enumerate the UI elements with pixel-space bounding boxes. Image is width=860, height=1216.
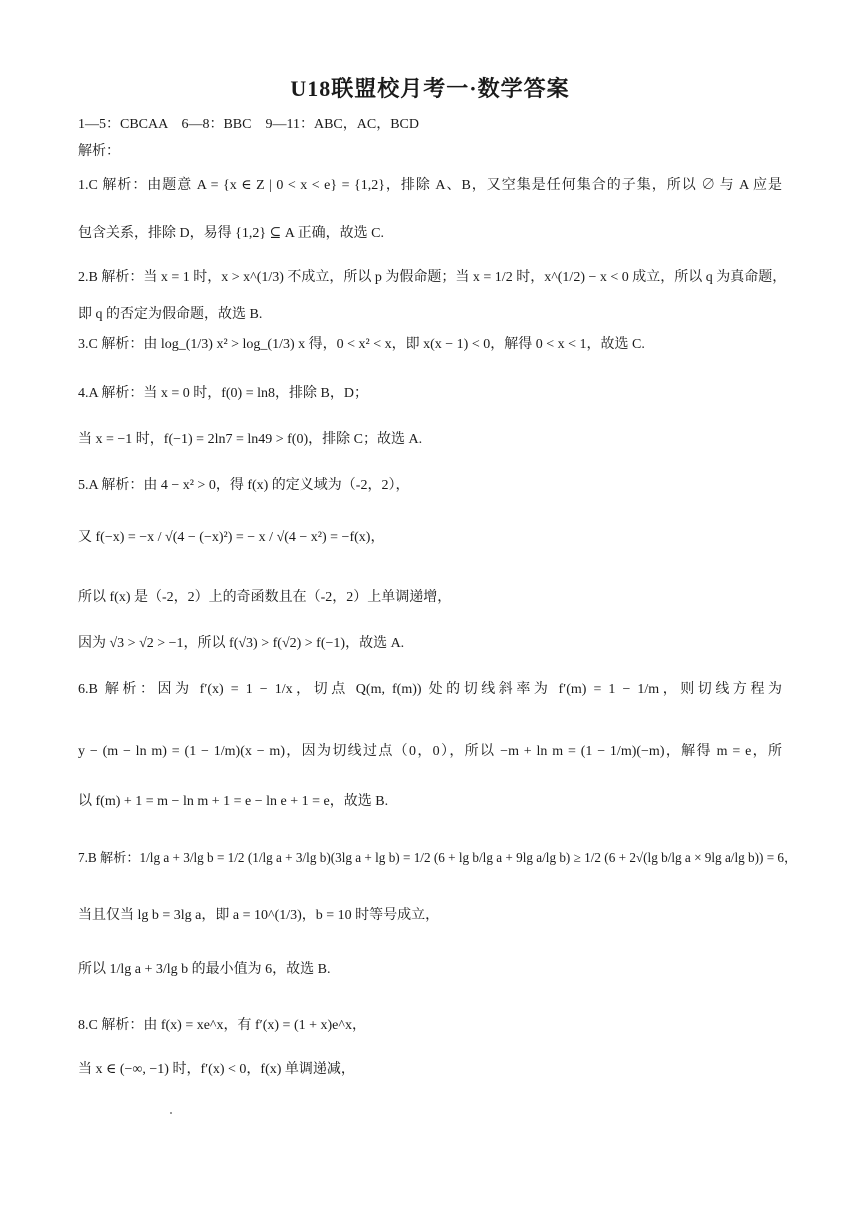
q8-line-1: 8.C 解析：由 f(x) = xe^x，有 f′(x) = (1 + x)e^x， — [78, 1018, 366, 1033]
q3-line-1: 3.C 解析：由 log_(1/3) x² > log_(1/3) x 得，0 < x² < x，即 x(x − 1) < 0，解得 0 < x < 1，故选 C. — [78, 337, 645, 352]
q5-line-4: 因为 √3 > √2 > −1，所以 f(√3) > f(√2) > f(−1)，故选 A. — [78, 636, 405, 651]
q1-line-2: 包含关系，排除 D，易得 {1,2} ⊆ A 正确，故选 C. — [78, 226, 384, 241]
q4-line-1: 4.A 解析：当 x = 0 时，f(0) = ln8，排除 B，D； — [78, 386, 368, 401]
q5-line-3: 所以 f(x) 是（-2，2）上的奇函数且在（-2，2）上单调递增， — [78, 590, 452, 605]
q4-line-2: 当 x = −1 时，f(−1) = 2ln7 = ln49 > f(0)，排除 C；故选 A. — [78, 432, 423, 447]
q8-line-2: 当 x ∈ (−∞, −1) 时，f′(x) < 0，f(x) 单调递减， — [78, 1062, 355, 1077]
analysis-label: 解析： — [78, 144, 120, 159]
q2-line-1: 2.B 解析：当 x = 1 时，x > x^(1/3) 不成立，所以 p 为假命题；当 x = 1/2 时，x^(1/2) − x < 0 成立，所以 q 为真命题， — [78, 270, 787, 285]
q6-line-2: y − (m − ln m) = (1 − 1/m)(x − m)，因为切线过点（0，0），所以 −m + ln m = (1 − 1/m)(−m)，解得 m = e，所 — [78, 744, 782, 759]
q7-line-1: 7.B 解析：1/lg a + 3/lg b = 1/2 (1/lg a + 3/lg b)(3lg a + lg b) = 1/2 (6 + lg b/lg a + 9lg a/lg b) ≥ 1/2 (6 + 2√(lg b/lg a × 9lg a/lg b)) = 6， — [78, 850, 798, 865]
q5-line-2: 又 f(−x) = −x / √(4 − (−x)²) = − x / √(4 − x²) = −f(x)， — [78, 530, 385, 545]
footer-mark — [170, 1112, 172, 1114]
q6-line-3: 以 f(m) + 1 = m − ln m + 1 = e − ln e + 1 = e，故选 B. — [78, 794, 389, 809]
q2-line-2: 即 q 的否定为假命题，故选 B. — [78, 307, 263, 322]
q1-line-1: 1.C 解析：由题意 A = {x ∈ Z | 0 < x < e} = {1,2}，排除 A、B，又空集是任何集合的子集，所以 ∅ 与 A 应是 — [78, 178, 782, 193]
q7-line-3: 所以 1/lg a + 3/lg b 的最小值为 6，故选 B. — [78, 962, 331, 977]
q6-line-1: 6.B 解析：因为 f′(x) = 1 − 1/x，切点 Q(m, f(m)) 处的切线斜率为 f′(m) = 1 − 1/m，则切线方程为 — [78, 682, 782, 697]
q7-line-2: 当且仅当 lg b = 3lg a，即 a = 10^(1/3)，b = 10 时等号成立， — [78, 908, 440, 923]
page-title: U18联盟校月考一·数学答案 — [290, 76, 570, 101]
answer-key-line: 1—5：CBCAA 6—8：BBC 9—11：ABC，AC，BCD — [78, 117, 419, 132]
q5-line-1: 5.A 解析：由 4 − x² > 0，得 f(x) 的定义域为（-2，2）， — [78, 478, 410, 493]
